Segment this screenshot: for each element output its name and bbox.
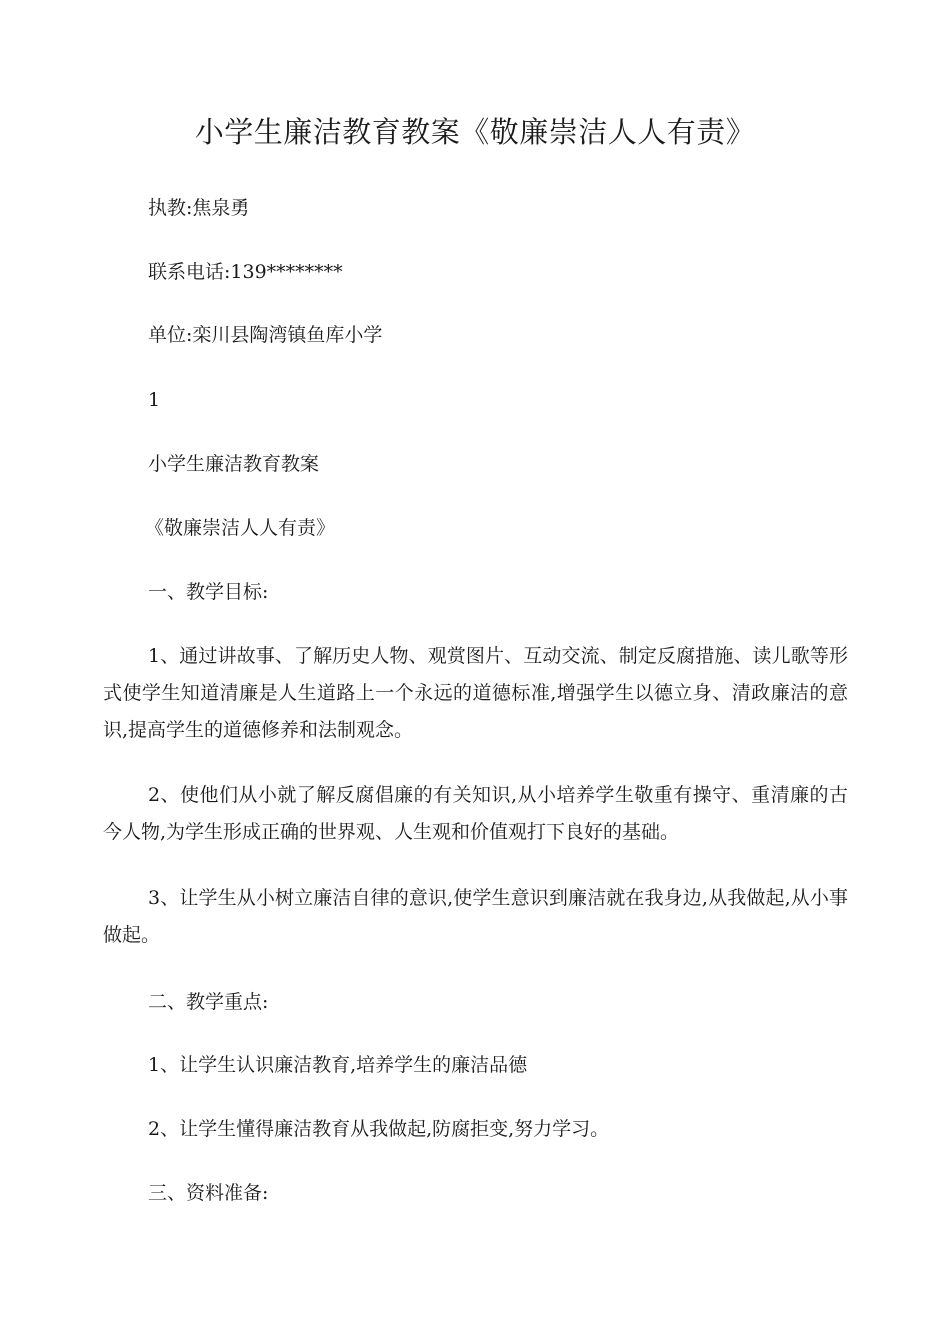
page-number: 1	[148, 389, 161, 411]
unit-line: 单位:栾川县陶湾镇鱼库小学	[148, 324, 383, 346]
materials-heading: 三、资料准备:	[148, 1182, 269, 1204]
objective-paragraph-2: 2、使他们从小就了解反腐倡廉的有关知识,从小培养学生敬重有操守、重清廉的古今人物,为学生形成正确的世界观、人生观和价值观打下良好的基础。	[103, 784, 848, 843]
subtitle-theme: 《敬廉崇洁人人有责》	[145, 517, 336, 539]
focus-item-1: 1、让学生认识廉洁教育,培养学生的廉洁品德	[148, 1054, 528, 1076]
teacher-line: 执教:焦泉勇	[148, 197, 250, 219]
objective-paragraph-3: 3、让学生从小树立廉洁自律的意识,使学生意识到廉洁就在我身边,从我做起,从小事做起。	[103, 887, 848, 946]
objectives-heading: 一、教学目标:	[148, 581, 269, 603]
objective-paragraph-1: 1、通过讲故事、了解历史人物、观赏图片、互动交流、制定反腐措施、读儿歌等形式使学生知道清廉是人生道路上一个永远的道德标准,增强学生以德立身、清政廉洁的意识,提高学生的道德修养和法制观念。	[103, 645, 848, 741]
focus-item-2: 2、让学生懂得廉洁教育从我做起,防腐拒变,努力学习。	[148, 1118, 610, 1140]
document-title: 小学生廉洁教育教案《敬廉崇洁人人有责》	[194, 115, 756, 149]
subtitle-lesson: 小学生廉洁教育教案	[148, 453, 320, 475]
phone-line: 联系电话:139********	[148, 261, 343, 283]
focus-heading: 二、教学重点:	[148, 991, 269, 1013]
